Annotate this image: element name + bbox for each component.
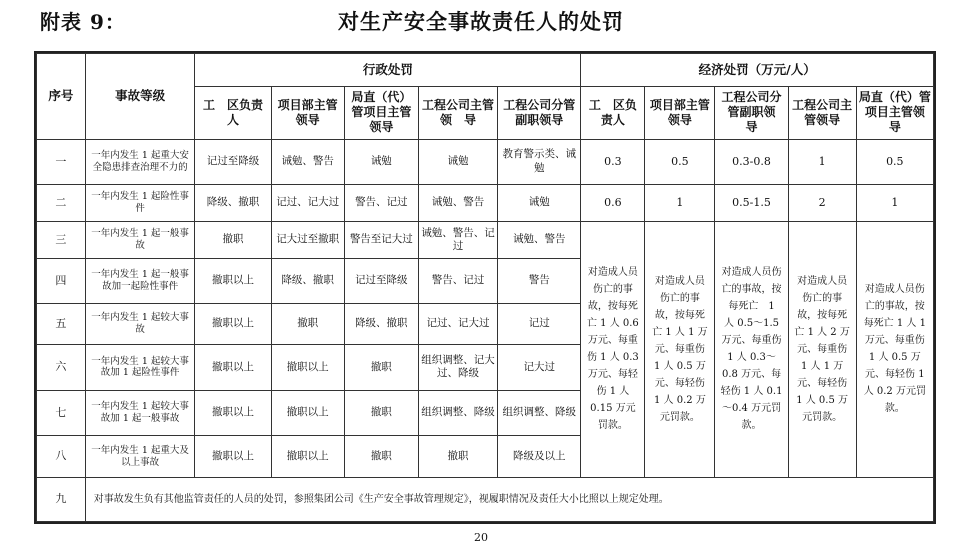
admin-cell: 组织调整、降级 xyxy=(498,391,581,436)
table-row xyxy=(37,139,934,184)
admin-cell: 诫勉 xyxy=(498,184,581,221)
page-number: 20 xyxy=(474,531,488,544)
econ-cell: 1 xyxy=(645,184,715,221)
admin-cell: 记大过 xyxy=(498,344,581,390)
admin-cell: 撤职 xyxy=(418,436,497,477)
admin-cell: 记大过至撤职 xyxy=(271,222,344,259)
header-econ-col: 工程公司分管副职领 导 xyxy=(715,87,788,139)
admin-cell: 警告、记过 xyxy=(418,259,497,303)
econ-merged-cell: 对造成人员伤亡的事故，按每死亡 1 人 2 万元、每重伤 1 人 1 万元、每轻伤 1 人 0.5 万元罚款。 xyxy=(788,222,856,478)
econ-cell: 0.5 xyxy=(856,139,933,184)
econ-cell: 1 xyxy=(856,184,933,221)
admin-cell: 警告 xyxy=(498,259,581,303)
row-level: 一年内发生 1 起重大安全隐患排查治理不力的 xyxy=(85,139,195,184)
header-admin-group: 行政处罚 xyxy=(195,54,581,87)
admin-cell: 撤职以上 xyxy=(271,391,344,436)
econ-cell: 2 xyxy=(788,184,856,221)
admin-cell: 诫勉、警告 xyxy=(498,222,581,259)
note-cell: 对事故发生负有其他监管责任的人员的处罚，参照集团公司《生产安全事故管理规定》，视履职情况及责任大小比照以上规定处理。 xyxy=(85,477,933,521)
header-admin-col: 工程公司分管副职领导 xyxy=(498,87,581,139)
row-level: 一年内发生 1 起较大事故 xyxy=(85,303,195,344)
admin-cell: 降级、撤职 xyxy=(344,303,418,344)
admin-cell: 警告、记过 xyxy=(344,184,418,221)
admin-cell: 记过至降级 xyxy=(344,259,418,303)
row-seq: 八 xyxy=(37,436,86,477)
row-level: 一年内发生 1 起较大事故加 1 起一般事故 xyxy=(85,391,195,436)
admin-cell: 教育警示类、诫勉 xyxy=(498,139,581,184)
econ-cell: 0.3 xyxy=(581,139,645,184)
table-row xyxy=(37,184,934,221)
admin-cell: 撤职以上 xyxy=(195,344,271,390)
row-level: 一年内发生 1 起较大事故加 1 起险性事件 xyxy=(85,344,195,390)
admin-cell: 诫勉、警告、记过 xyxy=(418,222,497,259)
econ-merged-cell: 对造成人员伤亡的事故，按每死亡 1 人 0.5～1.5 万元、每重伤 1 人 0.3～0.8 万元、每轻伤 1 人 0.1～0.4 万元罚款。 xyxy=(715,222,788,478)
table-row xyxy=(37,477,934,521)
admin-cell: 诫勉 xyxy=(418,139,497,184)
admin-cell: 撤职以上 xyxy=(271,344,344,390)
admin-cell: 撤职以上 xyxy=(271,436,344,477)
admin-cell: 撤职以上 xyxy=(195,303,271,344)
econ-cell: 1 xyxy=(788,139,856,184)
header-econ-group: 经济处罚（万元/人） xyxy=(581,54,934,87)
admin-cell: 撤职以上 xyxy=(195,391,271,436)
admin-cell: 诫勉、警告 xyxy=(418,184,497,221)
admin-cell: 诫勉 xyxy=(344,139,418,184)
admin-cell: 记过、记大过 xyxy=(418,303,497,344)
row-level: 一年内发生 1 起一般事故 xyxy=(85,222,195,259)
admin-cell: 降级及以上 xyxy=(498,436,581,477)
header-econ-col: 项目部主管领导 xyxy=(645,87,715,139)
admin-cell: 撤职 xyxy=(344,436,418,477)
admin-cell: 警告至记大过 xyxy=(344,222,418,259)
admin-cell: 撤职以上 xyxy=(195,259,271,303)
row-seq: 五 xyxy=(37,303,86,344)
penalty-table-frame xyxy=(34,51,936,524)
row-seq: 九 xyxy=(37,477,86,521)
header-econ-col: 局直（代）管项目主管领 导 xyxy=(856,87,933,139)
admin-cell: 降级、撤职 xyxy=(271,259,344,303)
admin-cell: 诫勉、警告 xyxy=(271,139,344,184)
header-admin-col: 项目部主管领导 xyxy=(271,87,344,139)
header-econ-col: 工 区负责人 xyxy=(581,87,645,139)
penalty-table xyxy=(36,53,937,522)
admin-cell: 降级、撤职 xyxy=(195,184,271,221)
row-seq: 三 xyxy=(37,222,86,259)
row-level: 一年内发生 1 起险性事件 xyxy=(85,184,195,221)
admin-cell: 组织调整、降级 xyxy=(418,391,497,436)
admin-cell: 撤职以上 xyxy=(195,436,271,477)
table-row xyxy=(37,222,934,259)
admin-cell: 组织调整、记大过、降级 xyxy=(418,344,497,390)
admin-cell: 记过、记大过 xyxy=(271,184,344,221)
econ-cell: 0.5 xyxy=(645,139,715,184)
row-seq: 一 xyxy=(37,139,86,184)
admin-cell: 撤职 xyxy=(344,391,418,436)
econ-merged-cell: 对造成人员伤亡的事故，按每死亡 1 人 0.6 万元、每重伤 1 人 0.3 万元、每轻伤 1 人 0.15 万元罚款。 xyxy=(581,222,645,478)
row-seq: 四 xyxy=(37,259,86,303)
header-seq: 序号 xyxy=(37,54,86,140)
econ-merged-cell: 对造成人员伤亡的事故，按每死亡 1 人 1 万元、每重伤 1 人 0.5 万元、每轻伤 1 人 0.2 万元罚款。 xyxy=(856,222,933,478)
econ-merged-cell: 对造成人员伤亡的事故，按每死亡 1 人 1 万元、每重伤 1 人 0.5 万元、每轻伤 1 人 0.2 万元罚款。 xyxy=(645,222,715,478)
econ-cell: 0.6 xyxy=(581,184,645,221)
admin-cell: 撤职 xyxy=(271,303,344,344)
admin-cell: 记过 xyxy=(498,303,581,344)
row-seq: 七 xyxy=(37,391,86,436)
page-title: 对生产安全事故责任人的处罚 xyxy=(338,9,624,34)
header-econ-col: 工程公司主管领导 xyxy=(788,87,856,139)
header-admin-col: 工程公司主管 领 导 xyxy=(418,87,497,139)
econ-cell: 0.3-0.8 xyxy=(715,139,788,184)
header-admin-col: 局直（代）管项目主管领导 xyxy=(344,87,418,139)
row-level: 一年内发生 1 起重大及以上事故 xyxy=(85,436,195,477)
appendix-label: 附表 9： xyxy=(40,10,126,34)
header-admin-col: 工 区负责人 xyxy=(195,87,271,139)
admin-cell: 撤职 xyxy=(344,344,418,390)
row-seq: 二 xyxy=(37,184,86,221)
econ-cell: 0.5-1.5 xyxy=(715,184,788,221)
admin-cell: 撤职 xyxy=(195,222,271,259)
admin-cell: 记过至降级 xyxy=(195,139,271,184)
row-level: 一年内发生 1 起一般事故加一起险性事件 xyxy=(85,259,195,303)
row-seq: 六 xyxy=(37,344,86,390)
header-level: 事故等级 xyxy=(85,54,195,140)
